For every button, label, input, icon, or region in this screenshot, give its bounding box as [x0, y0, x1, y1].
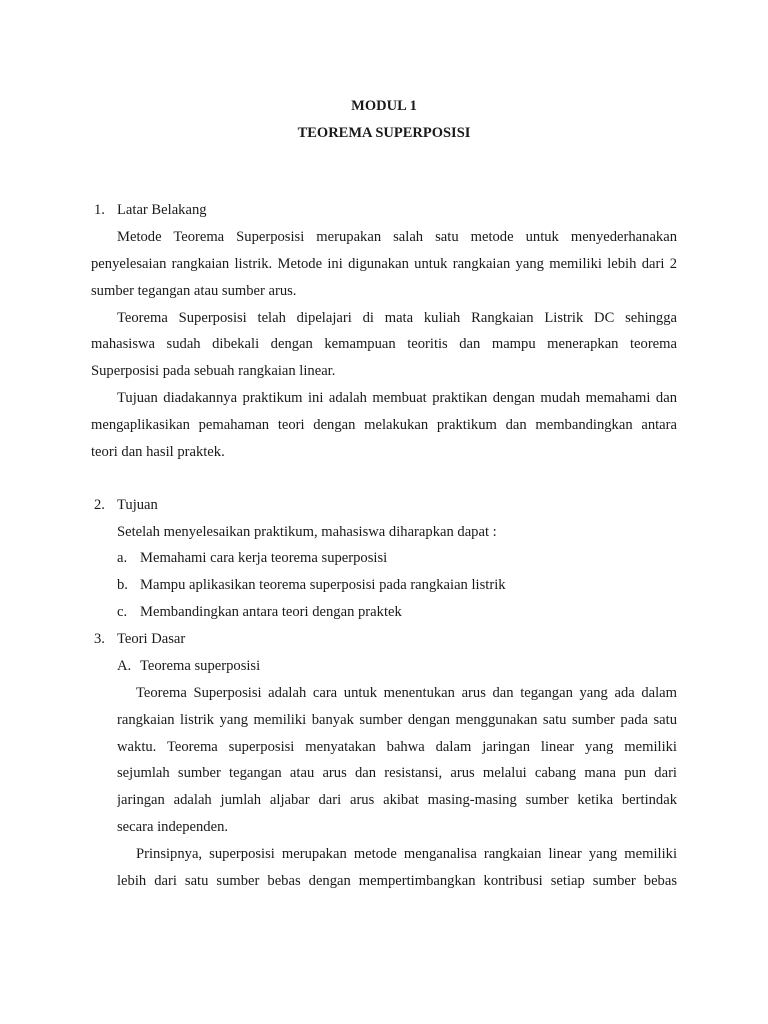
section-1-line: mengaplikasikan pemahaman teori dengan melakukan praktikum dan membandingkan antara	[91, 417, 677, 433]
list-item: Mampu aplikasikan teorema superposisi pada rangkaian listrik	[140, 577, 506, 593]
section-1-line: Metode Teorema Superposisi merupakan salah satu metode untuk menyederhanakan	[117, 229, 677, 245]
section-1-line: Tujuan diadakannya praktikum ini adalah membuat praktikan dengan mudah memahami dan	[117, 390, 677, 406]
subsection-marker: A.	[117, 658, 132, 674]
section-3-line: Prinsipnya, superposisi merupakan metode menganalisa rangkaian linear yang memiliki	[136, 846, 677, 862]
section-3-line: lebih dari satu sumber bebas dengan mempertimbangkan kontribusi setiap sumber bebas	[117, 873, 677, 889]
section-3-line: jaringan adalah jumlah aljabar dari arus akibat masing-masing sumber ketika bertindak	[117, 792, 677, 808]
section-1-line: teori dan hasil praktek.	[91, 444, 225, 460]
list-item-marker: c.	[117, 604, 128, 620]
section-1-line: sumber tegangan atau sumber arus.	[91, 283, 297, 299]
section-2-intro: Setelah menyelesaikan praktikum, mahasiswa diharapkan dapat :	[117, 524, 497, 540]
section-3-line: sejumlah sumber tegangan atau arus dan resistansi, arus melalui cabang mana pun dari	[117, 765, 677, 781]
section-1-number: 1.	[94, 202, 105, 218]
section-3-line: secara independen.	[117, 819, 229, 835]
section-2-number: 2.	[94, 497, 105, 513]
section-2-heading: Tujuan	[117, 497, 158, 513]
section-3-heading: Teori Dasar	[117, 631, 186, 647]
list-item: Memahami cara kerja teorema superposisi	[140, 550, 388, 566]
section-1-line: mahasiswa sudah dibekali dengan kemampuan teoritis dan mampu menerapkan teorema	[91, 336, 677, 352]
page-title: TEOREMA SUPERPOSISI	[297, 125, 471, 141]
section-3-number: 3.	[94, 631, 105, 647]
section-3-line: waktu. Teorema superposisi menyatakan bahwa dalam jaringan linear yang memiliki	[117, 739, 677, 755]
document-title-block	[0, 93, 768, 147]
section-3-line: rangkaian listrik yang memiliki banyak sumber dengan menggunakan satu sumber pada satu	[117, 712, 677, 728]
section-1-heading: Latar Belakang	[117, 202, 207, 218]
subsection-heading: Teorema superposisi	[140, 658, 261, 674]
list-item: Membandingkan antara teori dengan praktek	[140, 604, 402, 620]
list-item-marker: a.	[117, 550, 128, 566]
section-1-line: Superposisi pada sebuah rangkaian linear.	[91, 363, 336, 379]
module-label: MODUL 1	[351, 98, 417, 114]
section-3-line: Teorema Superposisi adalah cara untuk menentukan arus dan tegangan yang ada dalam	[136, 685, 677, 701]
section-1-line: Teorema Superposisi telah dipelajari di mata kuliah Rangkaian Listrik DC sehingga	[117, 310, 677, 326]
list-item-marker: b.	[117, 577, 128, 593]
section-1-line: penyelesaian rangkaian listrik. Metode ini digunakan untuk rangkaian yang memiliki lebih dari 2	[91, 256, 677, 272]
